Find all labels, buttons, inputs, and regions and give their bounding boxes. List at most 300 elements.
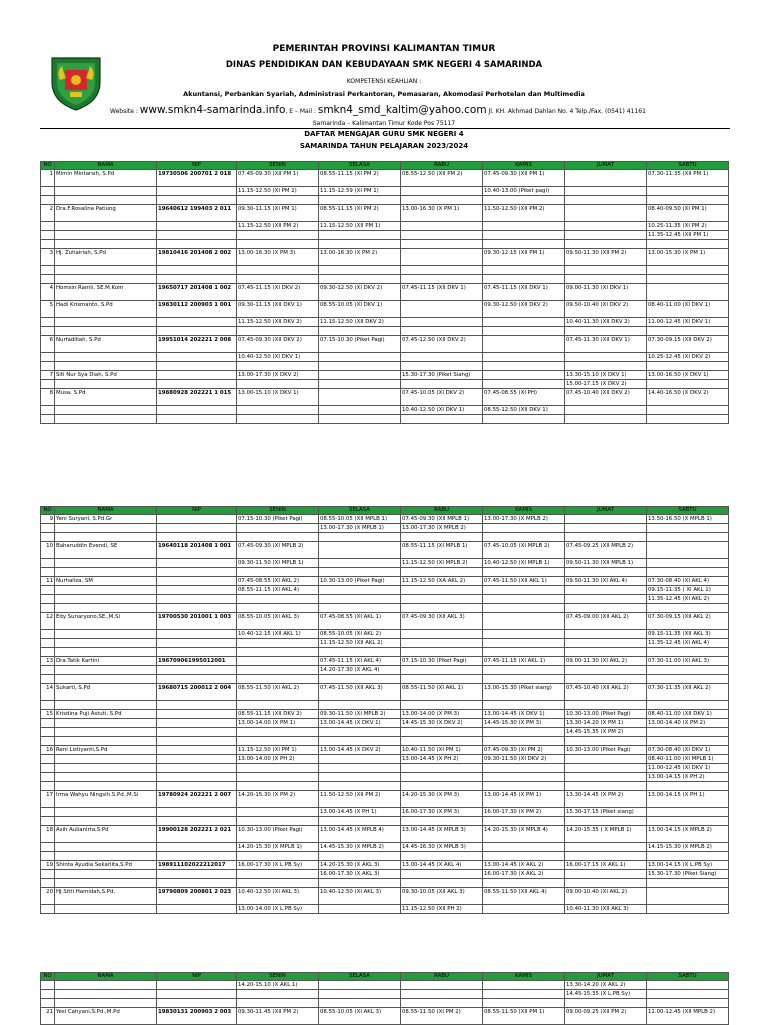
cell-nip — [157, 675, 237, 684]
cell-selasa: 11.15-12.59 (XI PM 1) — [319, 187, 401, 196]
cell-nama — [55, 266, 157, 275]
column-header-kamis: KAMIS — [483, 162, 565, 170]
cell-senin: 09.30-11.50 (XI MPLB 1) — [237, 559, 319, 568]
table-row — [41, 187, 729, 196]
table-row — [41, 275, 729, 284]
cell-nama: Nurfadillah, S.Pd — [55, 336, 157, 353]
cell-nip — [157, 737, 237, 746]
cell-nip — [157, 380, 237, 389]
cell-rabu — [401, 701, 483, 710]
cell-sabtu — [647, 905, 729, 914]
cell-sabtu: 07.30-11.35 (XII AKL 2) — [647, 684, 729, 701]
cell-sabtu — [647, 675, 729, 684]
cell-sabtu — [647, 999, 729, 1008]
cell-senin — [237, 327, 319, 336]
table-row — [41, 266, 729, 275]
cell-no — [41, 415, 55, 424]
table-row — [41, 327, 729, 336]
cell-selasa — [319, 879, 401, 888]
cell-no: 5 — [41, 301, 55, 318]
cell-kamis — [483, 196, 565, 205]
column-header-senin: SENIN — [237, 507, 319, 515]
cell-nip — [157, 406, 237, 415]
cell-nama — [55, 701, 157, 710]
cell-selasa: 13.00-14.45 (X PH 1) — [319, 808, 401, 817]
cell-rabu: 07.45-09.30 (XII AKL 3) — [401, 613, 483, 630]
cell-no: 21 — [41, 1008, 55, 1025]
cell-senin — [237, 362, 319, 371]
cell-kamis: 11.50-12.50 (XII PM 2) — [483, 205, 565, 222]
cell-jumat — [565, 852, 647, 861]
cell-rabu — [401, 630, 483, 639]
cell-kamis: 08.55-12.50 (XII DKV 1) — [483, 406, 565, 415]
column-header-jumat: JUMAT — [565, 162, 647, 170]
cell-sabtu: 13.00-14.15 (X MPLB 2) — [647, 826, 729, 843]
table-row — [41, 755, 729, 764]
cell-jumat — [565, 533, 647, 542]
cell-no — [41, 764, 55, 773]
cell-senin — [237, 406, 319, 415]
table-row — [41, 999, 729, 1008]
cell-rabu: 14.20-15.30 (X PM 3) — [401, 791, 483, 808]
cell-nip: 19730506 200701 2 018 — [157, 170, 237, 187]
cell-jumat — [565, 879, 647, 888]
cell-sabtu — [647, 728, 729, 737]
cell-nama: Dra.Tatik Kartini — [55, 657, 157, 666]
cell-sabtu — [647, 737, 729, 746]
cell-rabu — [401, 275, 483, 284]
cell-rabu — [401, 595, 483, 604]
cell-no — [41, 559, 55, 568]
table-row — [41, 284, 729, 301]
cell-nip: 19640612 199403 2 011 — [157, 205, 237, 222]
cell-kamis — [483, 362, 565, 371]
cell-jumat: 14.45-15.35 (X L.PB Sy) — [565, 990, 647, 999]
cell-selasa: 07.15-10.30 (Piket Pagi) — [319, 336, 401, 353]
cell-jumat: 09.50-10.40 (XI DKV 2) — [565, 301, 647, 318]
table-row — [41, 301, 729, 318]
cell-rabu — [401, 266, 483, 275]
cell-no — [41, 187, 55, 196]
email-link[interactable]: smkn4_smd_kaltim@yahoo.com — [317, 104, 487, 116]
cell-nip — [157, 648, 237, 657]
cell-rabu — [401, 981, 483, 990]
cell-nip: 19700530 201001 1 003 — [157, 613, 237, 630]
cell-jumat: 07.45-10.40 (XII AKL 2) — [565, 684, 647, 701]
cell-nama — [55, 559, 157, 568]
cell-kamis — [483, 533, 565, 542]
cell-senin — [237, 648, 319, 657]
cell-senin — [237, 737, 319, 746]
table-row — [41, 990, 729, 999]
cell-kamis — [483, 231, 565, 240]
cell-selasa: 13.00-17.30 (X MPLB 1) — [319, 524, 401, 533]
cell-kamis — [483, 630, 565, 639]
cell-nip — [157, 701, 237, 710]
cell-senin: 11.15-12.50 (XI PM 1) — [237, 746, 319, 755]
cell-nama — [55, 353, 157, 362]
cell-sabtu: 10.25-12.45 (XI DKV 2) — [647, 353, 729, 362]
table-row — [41, 888, 729, 905]
cell-no: 12 — [41, 613, 55, 630]
cell-sabtu — [647, 524, 729, 533]
cell-kamis — [483, 586, 565, 595]
cell-sabtu: 15.30-17.30 (Piket Siang) — [647, 870, 729, 879]
cell-senin: 13.00-14.00 (X L.PB Sy) — [237, 905, 319, 914]
cell-jumat — [565, 327, 647, 336]
table-row — [41, 746, 729, 755]
cell-selasa: 13.00-14.45 (X MPLB 4) — [319, 826, 401, 843]
table-row — [41, 737, 729, 746]
header-divider — [40, 128, 730, 129]
cell-nip — [157, 231, 237, 240]
cell-no — [41, 595, 55, 604]
cell-rabu — [401, 353, 483, 362]
cell-rabu: 07.15-10.30 (Piket Pagi) — [401, 657, 483, 666]
cell-rabu: 07.45-11.15 (XII DKV 1) — [401, 284, 483, 301]
cell-senin — [237, 595, 319, 604]
cell-sabtu — [647, 380, 729, 389]
cell-rabu: 15.30-17.30 (Piket Siang) — [401, 371, 483, 380]
cell-nama: Sukarti, S.Pd — [55, 684, 157, 701]
website-link[interactable]: www.smkn4-samarinda.info — [139, 104, 286, 116]
column-header-nama: NAMA — [55, 507, 157, 515]
cell-sabtu: 11.00-12.45 (XI DKV 1) — [647, 318, 729, 327]
cell-selasa: 11.15-12.50 (XII AKL 2) — [319, 639, 401, 648]
cell-nama: Homsin Ramli, SE.M.Kom — [55, 284, 157, 301]
cell-jumat — [565, 266, 647, 275]
cell-rabu: 10.40-12.50 (XI DKV 1) — [401, 406, 483, 415]
cell-senin: 07.45-11.15 (XI DKV 2) — [237, 284, 319, 301]
table-row — [41, 222, 729, 231]
cell-nip: 19680715 200012 2 004 — [157, 684, 237, 701]
cell-kamis: 07.45-10.05 (XI MPLB 2) — [483, 542, 565, 559]
cell-sabtu: 13.00-14.15 (X PH 1) — [647, 791, 729, 808]
cell-nip — [157, 817, 237, 826]
cell-nama — [55, 905, 157, 914]
cell-no — [41, 630, 55, 639]
cell-no — [41, 728, 55, 737]
cell-rabu — [401, 222, 483, 231]
cell-no — [41, 701, 55, 710]
cell-jumat — [565, 353, 647, 362]
cell-selasa: 07.45-08.55 (XI AKL 1) — [319, 613, 401, 630]
cell-selasa: 13.00-16.30 (X PM 2) — [319, 249, 401, 266]
table-row — [41, 808, 729, 817]
cell-selasa — [319, 542, 401, 559]
cell-jumat: 07.45-11.30 (XII DKV 1) — [565, 336, 647, 353]
cell-rabu: 07.45-10.05 (XI DKV 2) — [401, 389, 483, 406]
cell-nip — [157, 639, 237, 648]
cell-nip — [157, 586, 237, 595]
cell-selasa — [319, 568, 401, 577]
cell-no: 3 — [41, 249, 55, 266]
table-row — [41, 852, 729, 861]
cell-jumat: 15.30-17.15 (Piket siang) — [565, 808, 647, 817]
cell-kamis: 13.00-14.45 (X DKV 1) — [483, 710, 565, 719]
cell-kamis — [483, 701, 565, 710]
teaching-schedule-table-2 — [40, 506, 729, 914]
cell-kamis — [483, 782, 565, 791]
cell-no — [41, 266, 55, 275]
cell-kamis: 13.00-14.45 (X PM 1) — [483, 791, 565, 808]
cell-nama — [55, 406, 157, 415]
cell-selasa — [319, 981, 401, 990]
cell-senin — [237, 657, 319, 666]
cell-no: 15 — [41, 710, 55, 719]
table-row — [41, 630, 729, 639]
cell-nip — [157, 187, 237, 196]
cell-sabtu — [647, 240, 729, 249]
cell-kamis — [483, 648, 565, 657]
cell-sabtu: 08.40-09.50 (XI PM 1) — [647, 205, 729, 222]
cell-nama: Nurhaliza, SM — [55, 577, 157, 586]
cell-jumat — [565, 764, 647, 773]
cell-jumat — [565, 586, 647, 595]
cell-nama: Reni Listiyanti,S.Pd — [55, 746, 157, 755]
cell-nip: 19790809 200801 2 023 — [157, 888, 237, 905]
cell-jumat — [565, 782, 647, 791]
cell-selasa: 11.15-12.50 (XII PM 1) — [319, 222, 401, 231]
cell-no — [41, 755, 55, 764]
cell-rabu: 13.00-17.30 (X MPLB 2) — [401, 524, 483, 533]
table-row — [41, 231, 729, 240]
cell-nip — [157, 719, 237, 728]
column-header-sabtu: SABTU — [647, 162, 729, 170]
cell-rabu: 13.00-16.30 (X PM 1) — [401, 205, 483, 222]
cell-nip — [157, 852, 237, 861]
cell-rabu: 08.55-11.15 (XI MPLB 1) — [401, 542, 483, 559]
cell-nip: 198911102022212017 — [157, 861, 237, 870]
cell-senin: 08.55-10.05 (XI AKL 3) — [237, 613, 319, 630]
table-row — [41, 782, 729, 791]
cell-jumat: 13.30-14.20 (X AKL 2) — [565, 981, 647, 990]
cell-no: 1 — [41, 170, 55, 187]
cell-selasa: 13.00-14.45 (X DKV 2) — [319, 746, 401, 755]
cell-jumat: 13.30-14.20 (X PM 1) — [565, 719, 647, 728]
cell-selasa: 08.55-10.05 (XI AKL 3) — [319, 1008, 401, 1025]
cell-no — [41, 719, 55, 728]
cell-senin — [237, 240, 319, 249]
cell-nama: Musa, S.Pd — [55, 389, 157, 406]
table-row — [41, 533, 729, 542]
cell-rabu — [401, 318, 483, 327]
cell-jumat — [565, 524, 647, 533]
cell-jumat — [565, 843, 647, 852]
cell-jumat — [565, 222, 647, 231]
cell-senin: 10.40-12.50 (XI DKV 1) — [237, 353, 319, 362]
cell-jumat: 07.45-09.00 (XII AKL 2) — [565, 613, 647, 630]
cell-senin — [237, 852, 319, 861]
cell-jumat: 07.45-10.40 (XII DKV 2) — [565, 389, 647, 406]
table-row — [41, 666, 729, 675]
cell-nama — [55, 773, 157, 782]
table-row — [41, 879, 729, 888]
cell-nama: Irma Wahyu Ningsih.S.Pd.,M.Si — [55, 791, 157, 808]
cell-senin: 10.30-13.00 (Piket Pagi) — [237, 826, 319, 843]
cell-no — [41, 639, 55, 648]
cell-sabtu: 07.30-08.40 (XI DKV 1) — [647, 746, 729, 755]
cell-kamis — [483, 773, 565, 782]
cell-senin: 07.45-08.55 (XI AKL 2) — [237, 577, 319, 586]
cell-jumat: 13.30-15.10 (X DKV 1) — [565, 371, 647, 380]
cell-sabtu — [647, 817, 729, 826]
cell-senin — [237, 196, 319, 205]
school-name: DINAS PENDIDIKAN DAN KEBUDAYAAN SMK NEGERI 4 SAMARINDA — [225, 60, 543, 70]
cell-nip — [157, 595, 237, 604]
cell-nip — [157, 415, 237, 424]
cell-rabu — [401, 187, 483, 196]
address-text: Jl. KH. Akhmad Dahlan No. 4 Telp./Fax. (0541) 41161 — [486, 108, 646, 115]
column-header-senin: SENIN — [237, 973, 319, 981]
cell-sabtu — [647, 648, 729, 657]
cell-no: 17 — [41, 791, 55, 808]
cell-no: 11 — [41, 577, 55, 586]
cell-nama — [55, 728, 157, 737]
column-header-no: NO — [41, 507, 55, 515]
cell-sabtu: 13.00-14.15 (X PH 2) — [647, 773, 729, 782]
cell-senin: 07.45-09.30 (XI MPLB 2) — [237, 542, 319, 559]
cell-nama: Yeni Suryani, S.Pd.Gr — [55, 515, 157, 524]
table-row — [41, 196, 729, 205]
competency-heading: KOMPETENSI KEAHLIAN : — [346, 78, 422, 85]
cell-no — [41, 675, 55, 684]
cell-sabtu — [647, 284, 729, 301]
cell-no — [41, 362, 55, 371]
cell-senin — [237, 639, 319, 648]
cell-no — [41, 852, 55, 861]
cell-nip: 19780924 202221 2 007 — [157, 791, 237, 808]
website-label: Website : — [110, 108, 140, 115]
cell-kamis — [483, 371, 565, 380]
cell-nip — [157, 755, 237, 764]
table-row — [41, 318, 729, 327]
cell-nama — [55, 719, 157, 728]
cell-kamis: 07.45-09.30 (XI PM 2) — [483, 746, 565, 755]
cell-senin: 14.20-15.30 (X MPLB 1) — [237, 843, 319, 852]
cell-sabtu: 07.30-11.35 (XII PM 1) — [647, 170, 729, 187]
cell-no: 9 — [41, 515, 55, 524]
cell-kamis — [483, 764, 565, 773]
cell-jumat: 13.30-14.45 (X PM 2) — [565, 791, 647, 808]
table-row — [41, 604, 729, 613]
cell-jumat: 09.00-09.25 (XII PM 2) — [565, 1008, 647, 1025]
cell-sabtu: 13.00-14.15 (X L.PB Sy) — [647, 861, 729, 870]
table-row — [41, 595, 729, 604]
column-header-sabtu: SABTU — [647, 973, 729, 981]
cell-nip — [157, 577, 237, 586]
cell-kamis — [483, 639, 565, 648]
cell-nip — [157, 808, 237, 817]
table-row — [41, 170, 729, 187]
cell-senin — [237, 701, 319, 710]
document-subtitle: SAMARINDA TAHUN PELAJARAN 2023/2024 — [299, 142, 469, 150]
cell-nama: Siti Nur Sya Diah, S.Pd — [55, 371, 157, 380]
cell-senin — [237, 533, 319, 542]
cell-rabu: 07.45-12.50 (XII DKV 2) — [401, 336, 483, 353]
cell-no: 7 — [41, 371, 55, 380]
cell-no — [41, 879, 55, 888]
cell-rabu: 13.00-14.45 (X AKL 4) — [401, 861, 483, 870]
cell-nama — [55, 737, 157, 746]
cell-selasa: 07.45-11.15 (XI AKL 4) — [319, 657, 401, 666]
cell-kamis — [483, 981, 565, 990]
cell-nama — [55, 604, 157, 613]
cell-kamis: 16.00-17.30 (X PM 2) — [483, 808, 565, 817]
cell-no — [41, 318, 55, 327]
table-row — [41, 843, 729, 852]
cell-selasa — [319, 817, 401, 826]
cell-sabtu — [647, 782, 729, 791]
table-header-row — [41, 507, 729, 515]
cell-no — [41, 981, 55, 990]
cell-selasa — [319, 595, 401, 604]
cell-nip: 19830112 200903 1 001 — [157, 301, 237, 318]
cell-nama: Edy Sunaryono,SE.,M.Si — [55, 613, 157, 630]
cell-selasa — [319, 327, 401, 336]
column-header-kamis: KAMIS — [483, 507, 565, 515]
cell-jumat — [565, 870, 647, 879]
cell-nip — [157, 990, 237, 999]
cell-selasa — [319, 371, 401, 380]
cell-kamis — [483, 613, 565, 630]
column-header-nip: NIP — [157, 507, 237, 515]
cell-rabu — [401, 586, 483, 595]
cell-kamis — [483, 266, 565, 275]
cell-jumat: 09.50-11.30 (XII PM 2) — [565, 249, 647, 266]
cell-sabtu: 11.35-12.45 (XI AKL 4) — [647, 639, 729, 648]
cell-nama — [55, 981, 157, 990]
cell-no: 14 — [41, 684, 55, 701]
cell-sabtu: 10.25-11.35 (XI PM 2) — [647, 222, 729, 231]
cell-no — [41, 222, 55, 231]
table-row — [41, 1008, 729, 1025]
cell-sabtu: 07.30-11.00 (XI AKL 3) — [647, 657, 729, 666]
cell-no — [41, 275, 55, 284]
contact-line — [110, 104, 750, 116]
cell-sabtu — [647, 327, 729, 336]
cell-rabu — [401, 568, 483, 577]
cell-rabu — [401, 533, 483, 542]
column-header-jumat: JUMAT — [565, 973, 647, 981]
cell-selasa: 09.30-12.50 (XI DKV 2) — [319, 284, 401, 301]
table-header-row — [41, 973, 729, 981]
cell-nama: Baharuddin Evendi, SE — [55, 542, 157, 559]
cell-rabu — [401, 817, 483, 826]
cell-rabu — [401, 380, 483, 389]
cell-rabu: 07.45-09.30 (XII MPLB 1) — [401, 515, 483, 524]
table-row — [41, 568, 729, 577]
cell-nama — [55, 648, 157, 657]
cell-nama — [55, 196, 157, 205]
cell-jumat — [565, 231, 647, 240]
cell-senin — [237, 782, 319, 791]
cell-no — [41, 327, 55, 336]
cell-nama: Hj. Zuhairiah, S.Pd — [55, 249, 157, 266]
cell-senin — [237, 808, 319, 817]
cell-sabtu — [647, 406, 729, 415]
column-header-no: NO — [41, 162, 55, 170]
table-row — [41, 675, 729, 684]
table-row — [41, 905, 729, 914]
cell-nip — [157, 782, 237, 791]
column-header-nama: NAMA — [55, 162, 157, 170]
cell-nip — [157, 240, 237, 249]
cell-no: 19 — [41, 861, 55, 870]
cell-rabu: 13.00-14.00 (X PM 3) — [401, 710, 483, 719]
cell-nama — [55, 782, 157, 791]
cell-senin — [237, 275, 319, 284]
